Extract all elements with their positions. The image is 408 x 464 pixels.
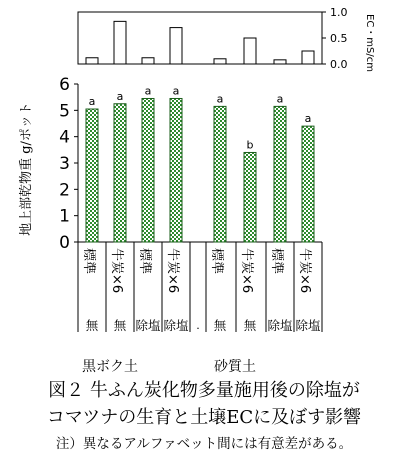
- weight-bar: [274, 106, 286, 242]
- ec-bar: [244, 38, 256, 64]
- weight-bar: [302, 126, 314, 242]
- group-gap-mark: .: [196, 319, 200, 332]
- significance-letter: a: [116, 89, 124, 103]
- soil-label-sandy: 砂質土: [214, 359, 256, 375]
- significance-letter: a: [276, 92, 284, 106]
- category-label: 牛炭×6: [165, 248, 180, 294]
- category-label: 標準: [137, 248, 152, 275]
- ec-bar: [142, 58, 154, 64]
- caption-line-1: 図２ 牛ふん炭化物多量施用後の除塩が: [48, 380, 360, 401]
- significance-letter: a: [304, 112, 312, 126]
- treatment-label: 除塩: [135, 318, 161, 333]
- ec-axis-label: EC・mS/cm: [364, 14, 375, 72]
- weight-bar: [214, 106, 226, 242]
- category-label: 標準: [269, 248, 284, 275]
- treatment-label: 除塩: [163, 318, 189, 333]
- weight-bar: [86, 109, 98, 242]
- category-label: 牛炭×6: [297, 248, 312, 294]
- weight-tick-label: 5: [59, 101, 70, 122]
- caption-line-2: コマツナの生育と土壌ECに及ぼす影響: [46, 407, 362, 428]
- treatment-label: 無: [113, 318, 127, 333]
- treatment-label: 除塩: [295, 318, 321, 333]
- ec-tick-label: 0.0: [330, 58, 348, 71]
- significance-letter: a: [216, 92, 224, 106]
- weight-axis-label: 地上部乾物重 g/ポット: [19, 102, 34, 236]
- category-label: 標準: [81, 248, 96, 275]
- soil-label-kuroboku: 黒ボク土: [82, 359, 138, 375]
- ec-bar: [302, 51, 314, 64]
- treatment-label: 無: [243, 318, 257, 333]
- weight-bar: [244, 152, 256, 242]
- significance-letter: b: [246, 138, 254, 152]
- category-label: 標準: [209, 248, 224, 275]
- ec-tick-label: 0.5: [330, 32, 348, 45]
- weight-tick-label: 2: [59, 180, 70, 201]
- significance-letter: a: [144, 84, 152, 98]
- treatment-label: 除塩: [267, 318, 293, 333]
- category-label: 牛炭×6: [109, 248, 124, 294]
- caption-note: 注）異なるアルファベット間には有意差がある。: [55, 436, 353, 452]
- category-label: 牛炭×6: [239, 248, 254, 294]
- treatment-label: 無: [85, 318, 99, 333]
- ec-bar: [86, 58, 98, 64]
- significance-letter: a: [172, 84, 180, 98]
- ec-bar: [214, 59, 226, 64]
- weight-tick-label: 1: [59, 206, 70, 227]
- weight-tick-label: 4: [59, 127, 70, 148]
- treatment-label: 無: [213, 318, 227, 333]
- weight-bar: [170, 98, 182, 242]
- weight-tick-label: 0: [59, 233, 70, 253]
- ec-bar: [114, 21, 126, 64]
- ec-tick-label: 1.0: [330, 6, 348, 19]
- weight-bar: [114, 104, 126, 242]
- weight-bar: [142, 98, 154, 242]
- ec-bar: [170, 28, 182, 64]
- weight-tick-label: 3: [59, 154, 70, 174]
- significance-letter: a: [88, 95, 96, 109]
- weight-tick-label: 6: [59, 75, 70, 95]
- ec-bar: [274, 60, 286, 64]
